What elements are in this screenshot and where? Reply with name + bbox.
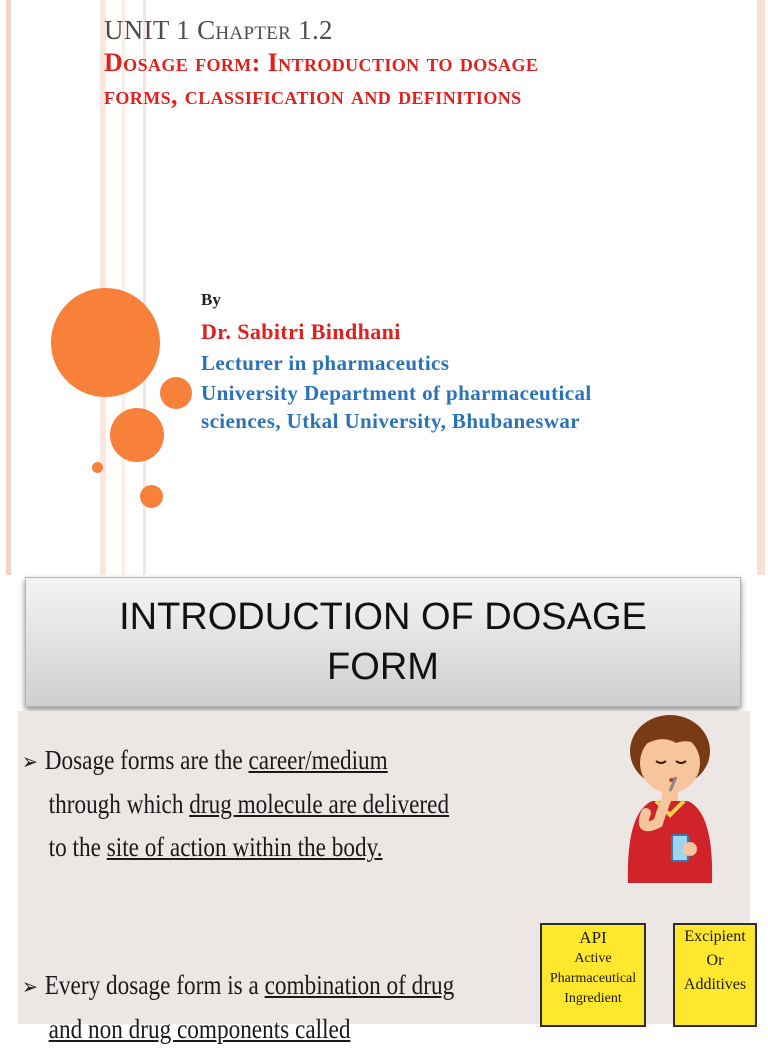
author-department-line-1: University Department of pharmaceutical <box>201 381 592 405</box>
bullet-text: Dosage forms are the <box>44 745 249 775</box>
underlined-term: combination of drug <box>264 970 455 1000</box>
decorative-circle-large <box>51 288 160 397</box>
bullet-arrow-icon: ➢ <box>22 974 38 999</box>
title-block <box>104 14 764 112</box>
api-line: Ingredient <box>564 991 622 1006</box>
bullet-text: and non drug components called <box>48 1014 351 1044</box>
api-head: API <box>579 928 607 947</box>
topic-title-line-2: forms, classification and definitions <box>104 81 522 110</box>
api-label-box <box>540 923 646 1027</box>
girl-drinking-illustration <box>596 703 736 903</box>
decorative-stripe <box>6 0 11 575</box>
slide-heading-line-2: FORM <box>327 646 439 688</box>
decorative-circle-small <box>140 485 163 508</box>
api-line: Active <box>574 951 612 966</box>
excipient-line: Additives <box>683 976 747 993</box>
bullet-text: Every dosage form is a <box>44 970 265 1000</box>
api-line: Pharmaceutical <box>549 971 637 986</box>
bullet-text: through which <box>48 789 190 819</box>
bullet-arrow-icon: ➢ <box>22 749 38 774</box>
slide-introduction <box>0 575 768 1044</box>
slide-heading-line-1: INTRODUCTION OF DOSAGE <box>119 596 647 638</box>
underlined-term: site of action within the body. <box>106 832 383 862</box>
excipient-line: Excipient <box>684 928 746 945</box>
decorative-circle-small <box>160 377 192 409</box>
author-department <box>201 379 766 435</box>
excipient-label-box <box>673 923 757 1027</box>
slide-heading-box <box>25 577 741 707</box>
bullet-combination <box>22 964 454 1051</box>
by-label: By <box>201 290 221 309</box>
decorative-circle-medium <box>110 408 164 462</box>
author-name: Dr. Sabitri Bindhani <box>201 319 401 344</box>
bullet-definition <box>22 739 449 869</box>
underlined-term: drug molecule are delivered <box>189 789 450 819</box>
underlined-term: career/medium <box>248 745 388 775</box>
slide-heading <box>59 592 707 692</box>
embedded-video-frame <box>18 711 750 1044</box>
bullet-text: to the <box>48 832 107 862</box>
unit-chapter-title: UNIT 1 Chapter 1.2 <box>104 15 333 45</box>
author-title: Lecturer in pharmaceutics <box>201 351 450 375</box>
decorative-circle-tiny <box>92 462 103 473</box>
author-block <box>201 289 766 435</box>
topic-title-line-1: Dosage form: Introduction to dosage <box>104 48 539 77</box>
excipient-line: Or <box>706 952 724 969</box>
author-department-line-2: sciences, Utkal University, Bhubaneswar <box>201 409 581 433</box>
